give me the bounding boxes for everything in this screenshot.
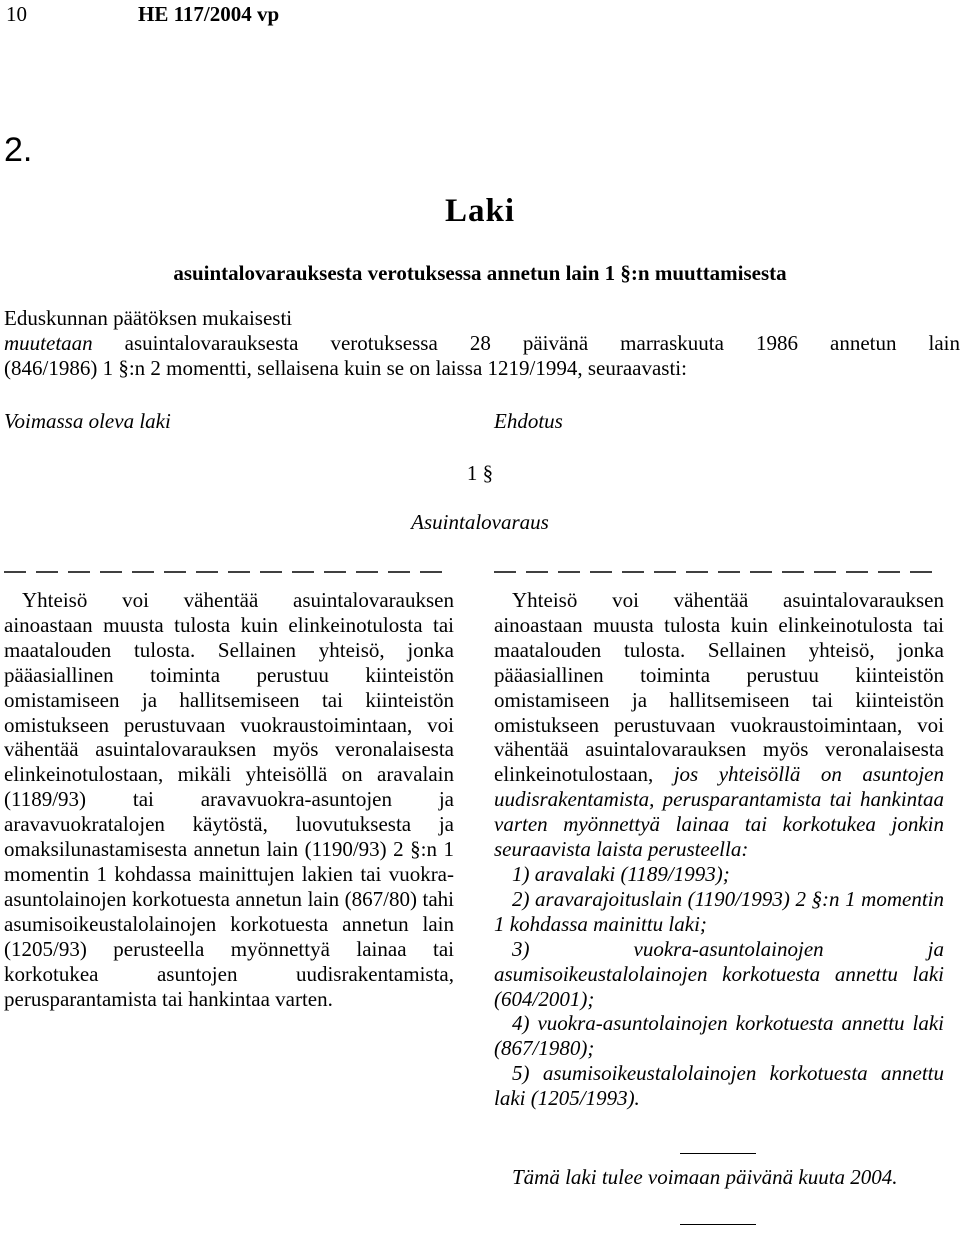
page-number: 10	[6, 2, 27, 26]
proposal-main-text	[494, 588, 944, 862]
current-law-column	[4, 588, 454, 1011]
paragraph-title: Asuintalovaraus	[411, 510, 549, 534]
proposal-main-italic: jos yhteisöllä on asuntojen uudisrakentamista, perusparantamista tai hankintaa varten myönnettyä lainaa tai korkotukea jonkin seuraavista laista perusteella:	[494, 762, 945, 862]
divider-rule	[680, 1153, 756, 1154]
intro-line-2	[4, 331, 960, 356]
intro-line-1: Eduskunnan päätöksen mukaisesti	[4, 306, 293, 330]
proposal-item-2: 2) aravarajoituslain (1190/1993) 2 §:n 1 momentin 1 kohdassa mainittu laki;	[494, 886, 944, 936]
intro-text	[4, 306, 960, 381]
proposal-main-plain: Yhteisö voi vähentää asuintalovarauksen ainoastaan muusta tulosta kuin elinkeinotulosta tai maatalouden tulosta. Sellainen yhteisö, jonka pääasiallinen toiminta perustuu kiinteistön omistamiseen ja hallitsemiseen tai kiinteistön omistukseen perustuvaan vuokraustoimintaan, voi vähentää asuintalovarauksen myös veronalaisesta elinkeinotulostaan,	[494, 588, 944, 787]
omission-dashes-right	[494, 561, 936, 583]
end-rule	[680, 1224, 756, 1225]
column-header-current-law: Voimassa oleva laki	[4, 409, 171, 433]
current-law-text: Yhteisö voi vähentää asuintalovarauksen ainoastaan muusta tulosta kuin elinkeinotulosta tai maatalouden tulosta. Sellainen yhteisö, jonka pääasiallinen toiminta perustuu kiinteistön omistamiseen ja hallitsemiseen tai kiinteistön omistukseen perustuvaan vuokraustoimintaan, voi vähentää asuintalovarauksen myös veronalaisesta elinkeinotulostaan, mikäli yhteisöllä on aravalain (1189/93) tai aravavuokra-asuntojen ja aravavuokratalojen käytöstä, luovutuksesta ja omaksilunastamisesta annetun lain (1190/93) 2 §:n 1 momentin 1 kohdassa mainittujen lakien tai vuokra-asuntolainojen korkotuesta annetun lain (867/80) tahi asumisoikeustalolainojen korkotuesta annetun lain (1205/93) perusteella myönnettyä lainaa tai korkotukea asuntojen uudisrakentamista, perusparantamista tai hankintaa varten.	[4, 588, 454, 1011]
law-subtitle: asuintalovarauksesta verotuksessa annetun lain 1 §:n muuttamisesta	[173, 261, 787, 285]
intro-line-3: (846/1986) 1 §:n 2 momentti, sellaisena kuin se on laissa 1219/1994, seuraavasti:	[4, 356, 687, 380]
intro-line-2-rest: asuintalovarauksesta verotuksessa 28 päivänä marraskuuta 1986 annetun lain	[92, 331, 960, 355]
proposal-column	[494, 588, 944, 1111]
proposal-item-4: 4) vuokra-asuntolainojen korkotuesta annettu laki (867/1980);	[494, 1011, 944, 1061]
law-title: Laki	[444, 193, 516, 229]
proposal-item-5: 5) asumisoikeustalolainojen korkotuesta annettu laki (1205/1993).	[494, 1061, 944, 1111]
intro-emphasis: muutetaan	[4, 331, 93, 355]
document-id: HE 117/2004 vp	[138, 2, 280, 26]
proposal-item-3: 3) vuokra-asuntolainojen ja asumisoikeustalolainojen korkotuesta annettu laki (604/2001);	[494, 936, 944, 1011]
paragraph-number: 1 §	[466, 461, 494, 485]
entry-into-force-clause: Tämä laki tulee voimaan päivänä kuuta 2004.	[512, 1165, 898, 1189]
proposal-item-1: 1) aravalaki (1189/1993);	[512, 861, 730, 886]
section-number: 2.	[4, 131, 33, 169]
column-header-proposal: Ehdotus	[494, 409, 563, 433]
omission-dashes-left	[4, 561, 446, 583]
